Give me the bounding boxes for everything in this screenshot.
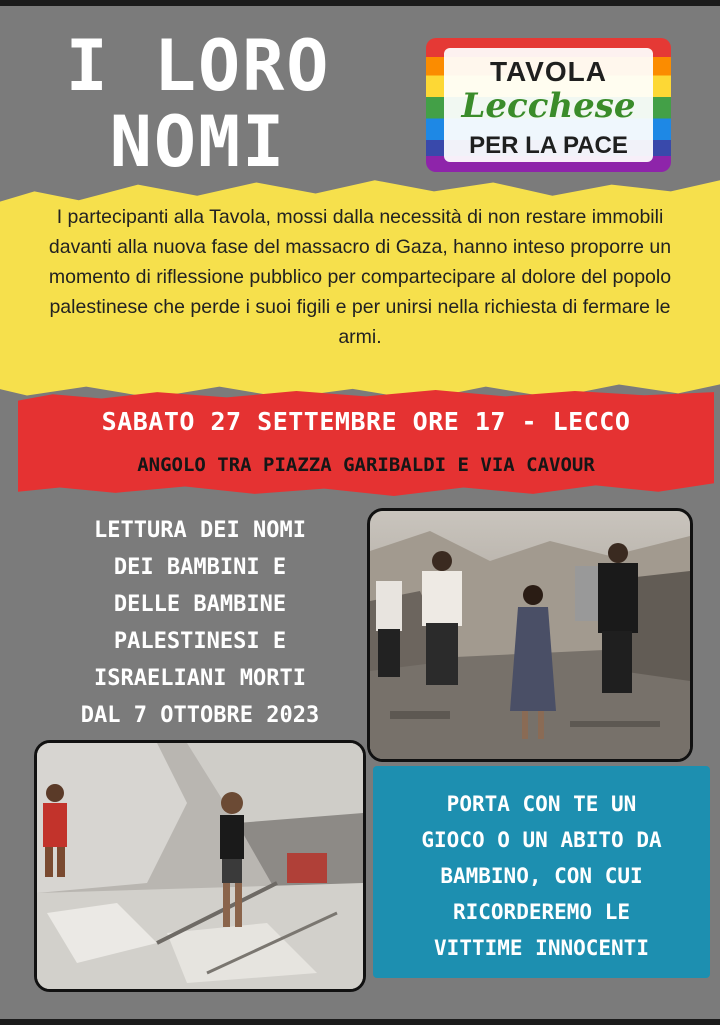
- photo-rubble-girl: [367, 508, 693, 762]
- event-place: ANGOLO TRA PIAZZA GARIBALDI E VIA CAVOUR: [137, 454, 595, 476]
- reading-line: LETTURA DEI NOMI: [94, 518, 306, 543]
- photo-rubble-boy: [34, 740, 366, 992]
- reading-line: DELLE BAMBINE: [113, 592, 287, 617]
- logo-line-1: TAVOLA: [490, 56, 607, 87]
- bottom-border: [0, 1019, 720, 1025]
- reading-line: DEI BAMBINI E: [113, 555, 287, 580]
- bring-gift-text: [373, 786, 710, 966]
- poster-title: [28, 25, 368, 183]
- logo-panel: [444, 48, 653, 162]
- bring-line: VITTIME INNOCENTI: [434, 936, 649, 960]
- bring-line: BAMBINO, CON CUI: [440, 864, 643, 888]
- bring-line: GIOCO O UN ABITO DA: [421, 828, 662, 852]
- bring-line: PORTA CON TE UN: [446, 792, 637, 816]
- tavola-lecchese-logo: [426, 38, 671, 172]
- title-line-2: NOMI: [109, 101, 287, 183]
- event-datetime: SABATO 27 SETTEMBRE ORE 17 - LECCO: [101, 407, 631, 436]
- red-brush-band: [18, 390, 714, 496]
- bring-line: RICORDEREMO LE: [452, 900, 630, 924]
- reading-line: PALESTINESI E: [113, 629, 287, 654]
- logo-line-3: PER LA PACE: [469, 132, 628, 159]
- reading-text: [40, 512, 360, 734]
- title-line-1: I LORO: [65, 25, 331, 107]
- logo-line-2: Lecchese: [461, 86, 636, 126]
- intro-paragraph: I partecipanti alla Tavola, mossi dalla necessità di non restare immobili davanti alla nuova fase del massacro di Gaza, hanno inteso proporre un momento di riflessione pubblico per compartecipare al dolore del popolo palestinese che perde i suoi figili e per unirsi nella richiesta di fermare le armi.: [48, 206, 672, 348]
- top-border: [0, 0, 720, 6]
- reading-line: ISRAELIANI MORTI: [94, 666, 306, 691]
- reading-line: DAL 7 OTTOBRE 2023: [80, 703, 320, 728]
